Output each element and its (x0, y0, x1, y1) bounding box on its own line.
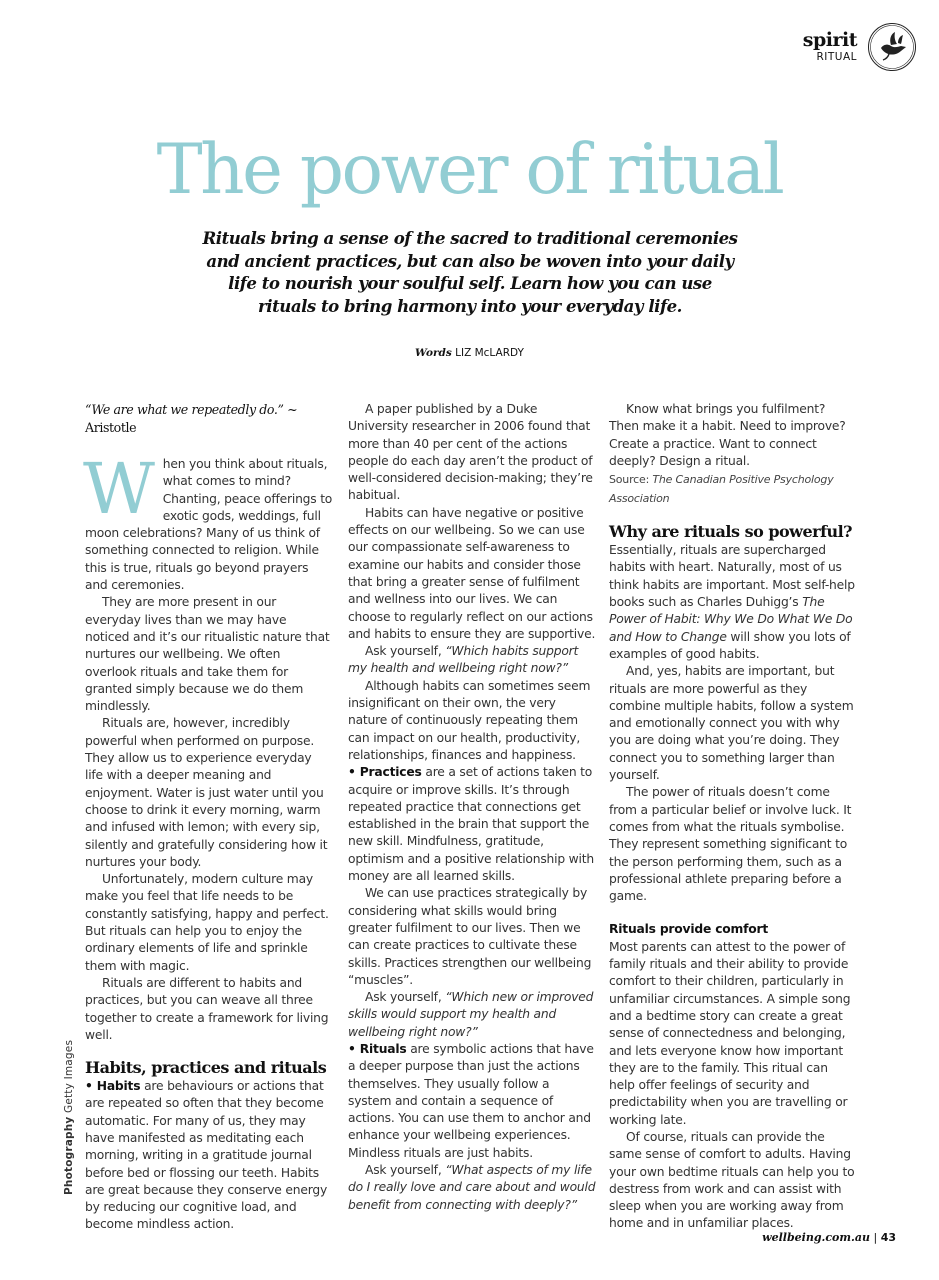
term-rituals: • Rituals (348, 1041, 407, 1056)
paragraph: A paper published by a Duke University researcher in 2006 found that more than 40 per cent of the actions people do each day aren’t the product of well-considered decision-making; they’re habitual. (348, 402, 593, 503)
credit-label: Photography (63, 1116, 75, 1195)
paragraph (348, 643, 596, 678)
paragraph: Rituals are different to habits and practices, but you can weave all three together to create a framework for living well. (85, 975, 329, 1042)
section-name: spirit (802, 29, 857, 51)
footer-separator: | (873, 1231, 878, 1244)
question: “Which habits support my health and wellbeing right now?” (348, 644, 579, 676)
term-text: are symbolic actions that have a deeper purpose than just the actions themselves. They usually follow a system and contain a sequence of actions. You can use them to anchor and enhance your wellbeing experiences. Mindless rituals are just habits. (348, 1041, 594, 1160)
text-run: Essentially, rituals are supercharged habits with heart. Naturally, most of us think habits are important. Most self-help books such as Charles Duhigg’s (609, 543, 855, 610)
question: “What aspects of my life do I really love and care about and would benefit from connecting with deeply?” (348, 1163, 596, 1212)
text-run: Ask yourself, (365, 990, 446, 1005)
source-note (609, 470, 857, 508)
text-run: Ask yourself, (365, 1163, 446, 1178)
paragraph (348, 1162, 596, 1214)
drop-cap: W (83, 448, 155, 530)
paragraph: Unfortunately, modern culture may make you feel that life needs to be constantly satisfying, happy and perfect. But rituals can help you to enjoy the ordinary elements of life and sprinkle them with magic. (85, 872, 329, 973)
standfirst: Rituals bring a sense of the sacred to traditional ceremonies and ancient practices, but can also be woven into your daily life to nourish your soulful self. Learn how you can use rituals to bring harmony into your everyday life. (202, 228, 738, 317)
byline (0, 347, 939, 359)
paragraph (85, 1078, 333, 1234)
byline-author: LIZ McLARDY (455, 347, 524, 359)
subsection-name: RITUAL (816, 51, 857, 63)
paragraph: They are more present in our everyday lives than we may have noticed and it’s our ritualistic nature that nurtures our wellbeing. We often overlook rituals and take them for granted simply because we do them mindlessly. (85, 595, 330, 714)
term-text: are a set of actions taken to acquire or improve skills. It’s through repeated practice that connections get established in the brain that support the new skill. Mindfulness, gratitude, optimism and a positive relationship with money are all learned skills. (348, 765, 594, 884)
paragraph: Know what brings you fulfilment? Then make it a habit. Need to improve? Create a practice. Want to connect deeply? Design a ritual. (609, 402, 846, 468)
source-label: Source: (609, 473, 653, 487)
paragraph: We can use practices strategically by considering what skills would bring greater fulfilment to our lives. Then we can create practices to cultivate these skills. Practices strengthen our wellbeing “muscles”. (348, 886, 592, 987)
paragraph: Of course, rituals can provide the same sense of comfort to adults. Having your own bedtime rituals can help you to destress from work and can assist with sleep when you are working away from home and in unfamiliar places. (609, 1129, 855, 1231)
article-title: The power of ritual (156, 130, 783, 210)
byline-label: Words (415, 347, 452, 359)
paragraph: And, yes, habits are important, but rituals are more powerful as they combine multiple habits, follow a system and emotionally connect you with why you are doing what you’re doing. They connect you to something larger than yourself. (609, 664, 854, 783)
quote-text: “We are what we repeatedly do.” (85, 402, 284, 417)
minor-heading: Rituals provide comfort (609, 922, 769, 937)
paragraph (348, 764, 596, 885)
paragraph: The power of rituals doesn’t come from a particular belief or involve luck. It comes from what the rituals symbolise. They represent something significant to the person performing them, such as a professional athlete preparing before a game. (609, 785, 852, 904)
text-run: will show you lots of examples of good habits. (609, 629, 851, 661)
term-habits: • Habits (85, 1079, 141, 1094)
text-run: Ask yourself, (365, 644, 446, 659)
term-practices: • Practices (348, 765, 422, 780)
pull-quote (85, 401, 333, 437)
paragraph (348, 989, 596, 1041)
dove-icon (867, 22, 917, 72)
paragraph (348, 1041, 596, 1162)
column-3 (609, 401, 857, 1233)
paragraph: Most parents can attest to the power of family rituals and their ability to provide comfort to their children, particularly in unfamiliar circumstances. A simple song and a bedtime story can create a great sense of connectedness and belonging, and lets everyone know how important they are to the family. This ritual can help offer feelings of security and predictability when you are travelling or working late. (609, 939, 851, 1127)
paragraph: Although habits can sometimes seem insignificant on their own, the very nature of continuously repeating them can impact on our health, productivity, relationships, finances and happiness. (348, 678, 591, 762)
photo-credit (63, 1040, 75, 1195)
paragraph: hen you think about rituals, what comes to mind? Chanting, peace offerings to exotic gods, weddings, full moon celebrations? Many of us think of something connected to religion. While this is true, rituals go beyond prayers and ceremonies. (85, 457, 333, 593)
credit-source: Getty Images (63, 1039, 75, 1114)
book-title: The Power of Habit: Why We Do What We Do and How to Change (609, 595, 853, 644)
section-header (803, 22, 917, 72)
term-text: are behaviours or actions that are repeated so often that they become automatic. For many of us, they may have manifested as meditating each morning, writing in a gratitude journal before bed or flossing our teeth. Habits are great because they conserve energy by reducing our cognitive load, and become mindless action. (85, 1079, 328, 1232)
website: wellbeing.com.au (762, 1231, 870, 1244)
question: “Which new or improved skills would support my health and wellbeing right now?” (348, 990, 594, 1039)
column-1 (85, 401, 333, 1234)
subheading: Why are rituals so powerful? (609, 522, 853, 542)
source-name: The Canadian Positive Psychology Association (609, 473, 834, 506)
paragraph (609, 542, 857, 663)
page-number: 43 (880, 1231, 896, 1244)
column-2 (348, 401, 596, 1214)
paragraph: Rituals are, however, incredibly powerful when performed on purpose. They allow us to experience everyday life with a deeper meaning and enjoyment. Water is just water until you choose to drink it every morning, warm and infused with lemon; with every sip, silently and gratefully considering how it nurtures your body. (85, 716, 328, 869)
paragraph: Habits can have negative or positive effects on our wellbeing. So we can use our compassionate self-awareness to examine our habits and consider those that bring a greater sense of fulfilment and wellness into our lives. We can choose to regularly reflect on our actions and habits to ensure they are supportive. (348, 505, 596, 641)
subheading: Habits, practices and rituals (85, 1058, 327, 1078)
quote-author: ~ Aristotle (85, 402, 298, 435)
page-footer (762, 1231, 896, 1244)
